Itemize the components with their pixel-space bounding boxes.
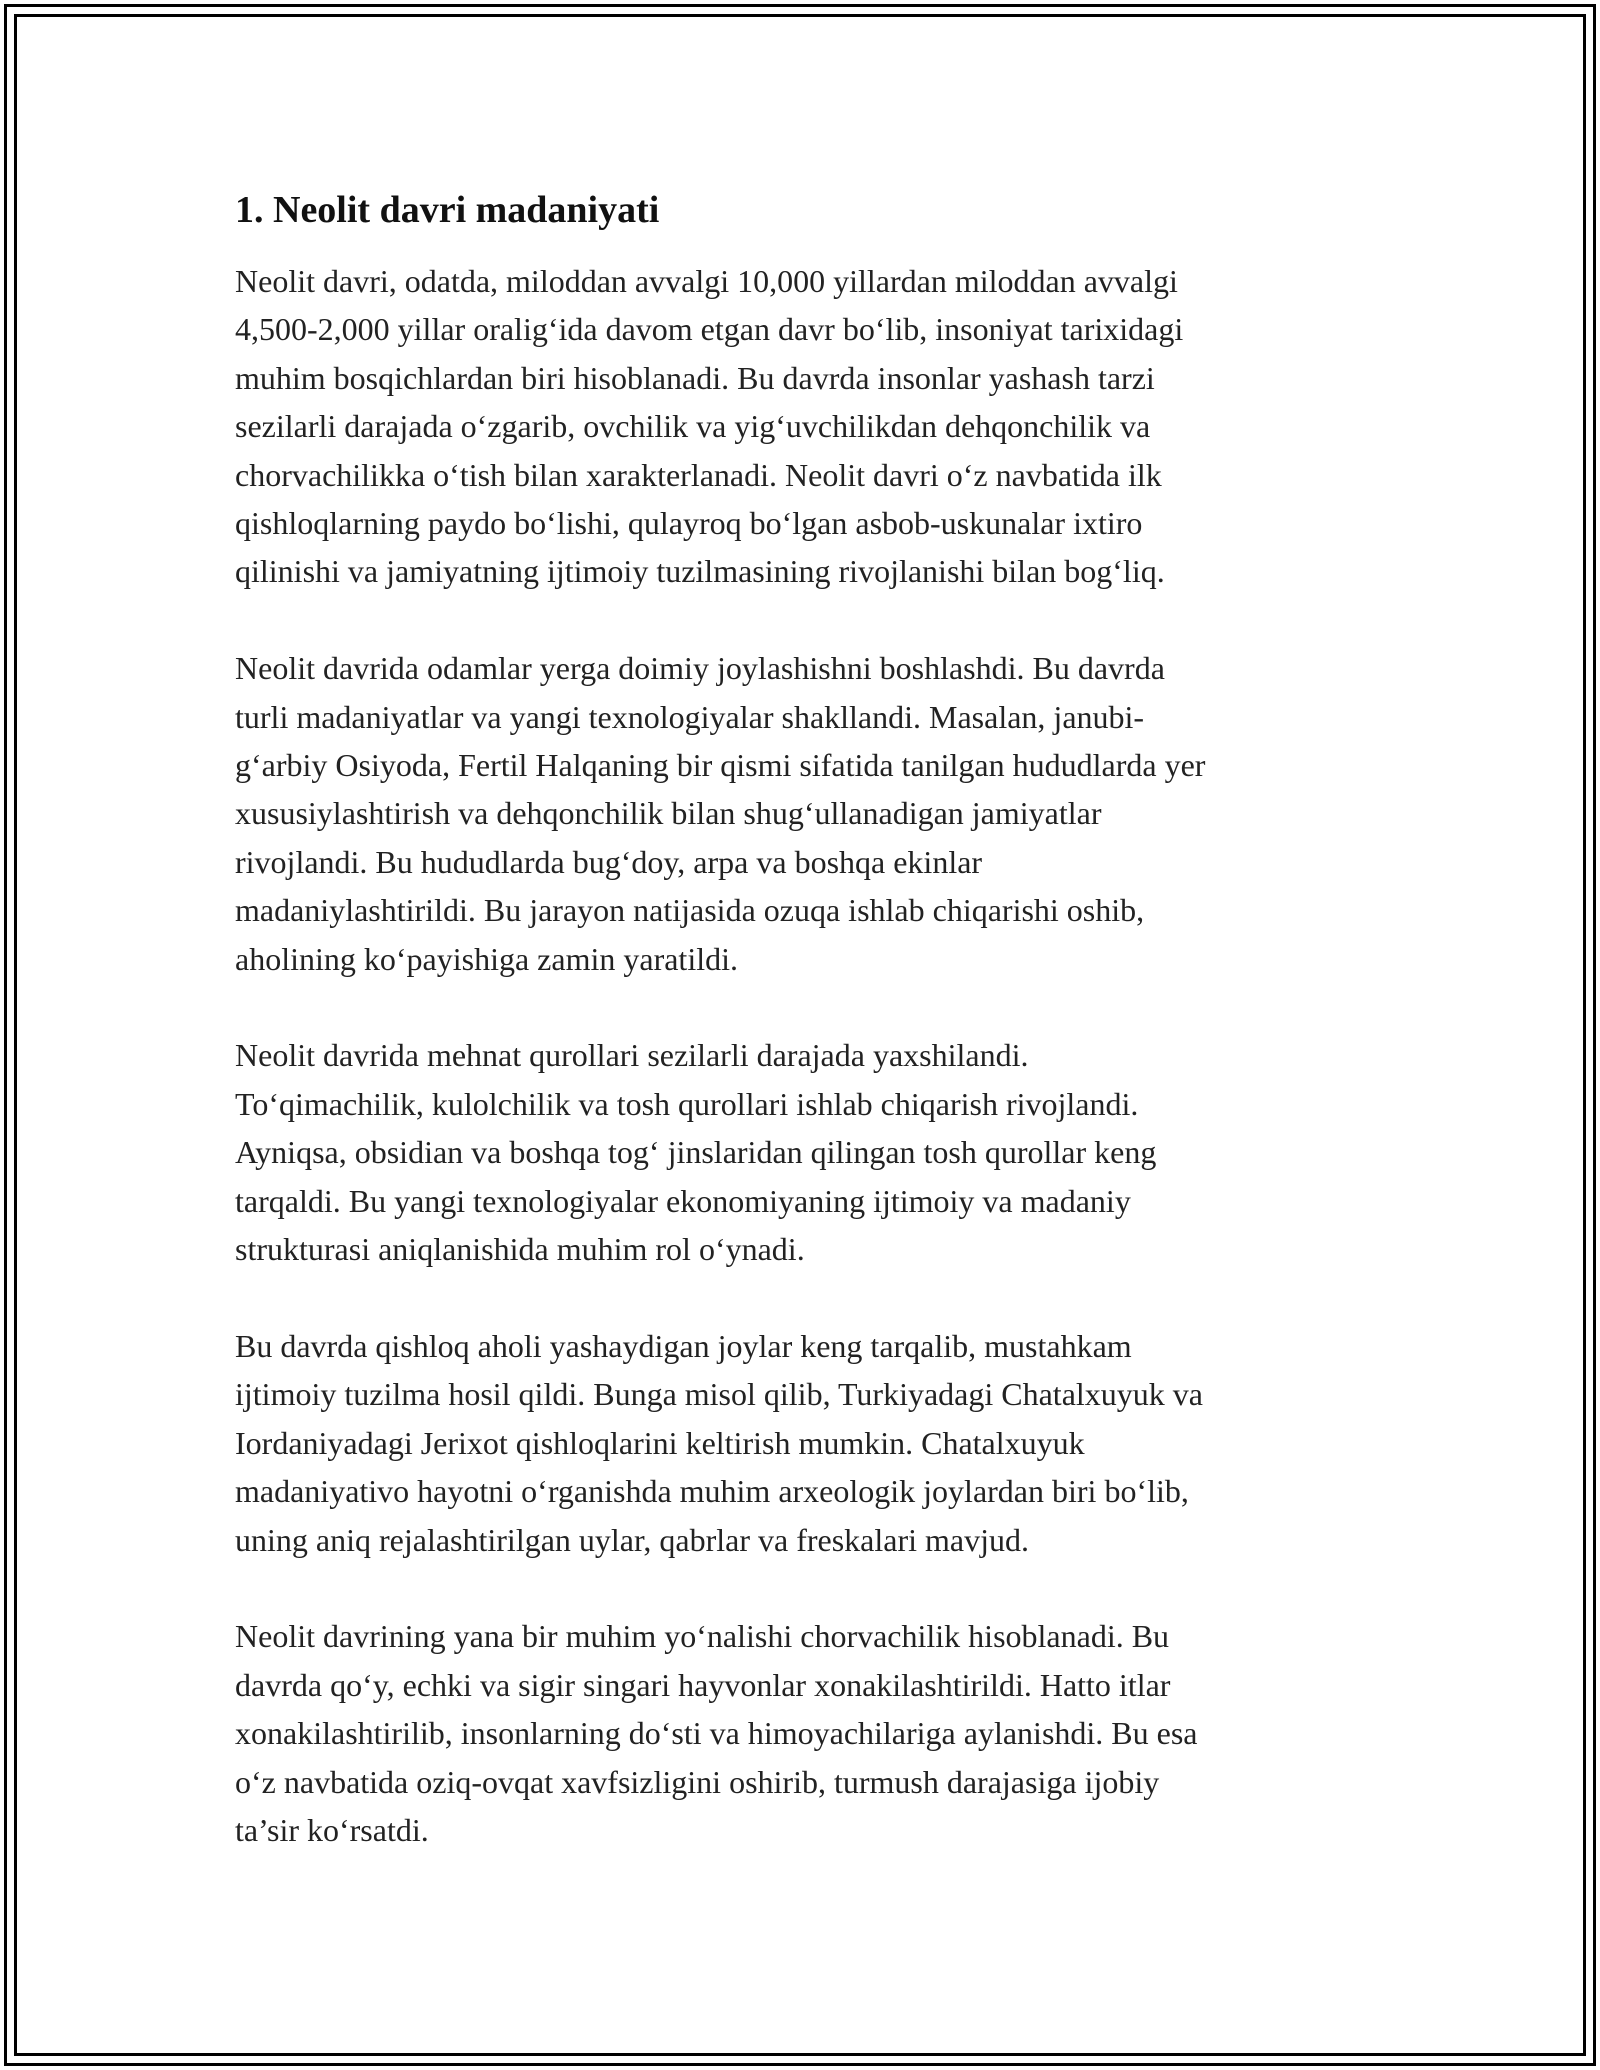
paragraph-3: Neolit davrida mehnat qurollari sezilarli darajada yaxshilandi. To‘qimachilik, kulolchilik va tosh qurollari ishlab chiqarish rivojlandi. Ayniqsa, obsidian va boshqa tog‘ jinslaridan qilingan tosh qurollar keng tarqaldi. Bu yangi texnologiyalar ekonomiyaning ijtimoiy va madaniy strukturasi aniqlanishida muhim rol o‘ynadi. [235,1037,1157,1268]
paragraph-5: Neolit davrining yana bir muhim yo‘nalishi chorvachilik hisoblanadi. Bu davrda qo‘y, echki va sigir singari hayvonlar xonakilashtirildi. Hatto itlar xonakilashtirilib, insonlarning do‘sti va himoyachilariga aylanishdi. Bu esa o‘z navbatida oziq-ovqat xavfsizligini oshirib, turmush darajasiga ijobiy ta’sir ko‘rsatdi. [235,1618,1198,1848]
section-heading: 1. Neolit davri madaniyati [235,189,660,231]
paragraph-4: Bu davrda qishloq aholi yashaydigan joylar keng tarqalib, mustahkam ijtimoiy tuzilma hosil qildi. Bunga misol qilib, Turkiyadagi Chatalxuyuk va Iordaniyadagi Jerixot qishloqlarini keltirish mumkin. Chatalxuyuk madaniyativo hayotni o‘rganishda muhim arxeologik joylardan biri bo‘lib, uning aniq rejalashtirilgan uylar, qabrlar va freskalari mavjud. [235,1327,1203,1558]
paragraph-2: Neolit davrida odamlar yerga doimiy joylashishni boshlashdi. Bu davrda turli madaniyatlar va yangi texnologiyalar shakllandi. Masalan, janubi- g‘arbiy Osiyoda, Fertil Halqaning bir qismi sifatida tanilgan hududlarda yer xususiylashtirish va dehqonchilik bilan shug‘ullanadigan jamiyatlar rivojlandi. Bu hududlarda bug‘doy, arpa va boshqa ekinlar madaniylashtirildi. Bu jarayon natijasida ozuqa ishlab chiqarishi oshib, aholining ko‘payishiga zamin yaratildi. [235,650,1206,977]
paragraph-1: Neolit davri, odatda, miloddan avvalgi 10,000 yillardan miloddan avvalgi 4,500-2,000 yillar oralig‘ida davom etgan davr bo‘lib, insoniyat tarixidagi muhim bosqichlardan biri hisoblanadi. Bu davrda insonlar yashash tarzi sezilarli darajada o‘zgarib, ovchilik va yig‘uvchilikdan dehqonchilik va chorvachilikka o‘tish bilan xarakterlanadi. Neolit davri o‘z navbatida ilk qishloqlarning paydo bo‘lishi, qulayroq bo‘lgan asbob-uskunalar ixtiro qilinishi va jamiyatning ijtimoiy tuzilmasining rivojlanishi bilan bog‘liq. [235,263,1184,590]
document-body [235,185,1365,1903]
